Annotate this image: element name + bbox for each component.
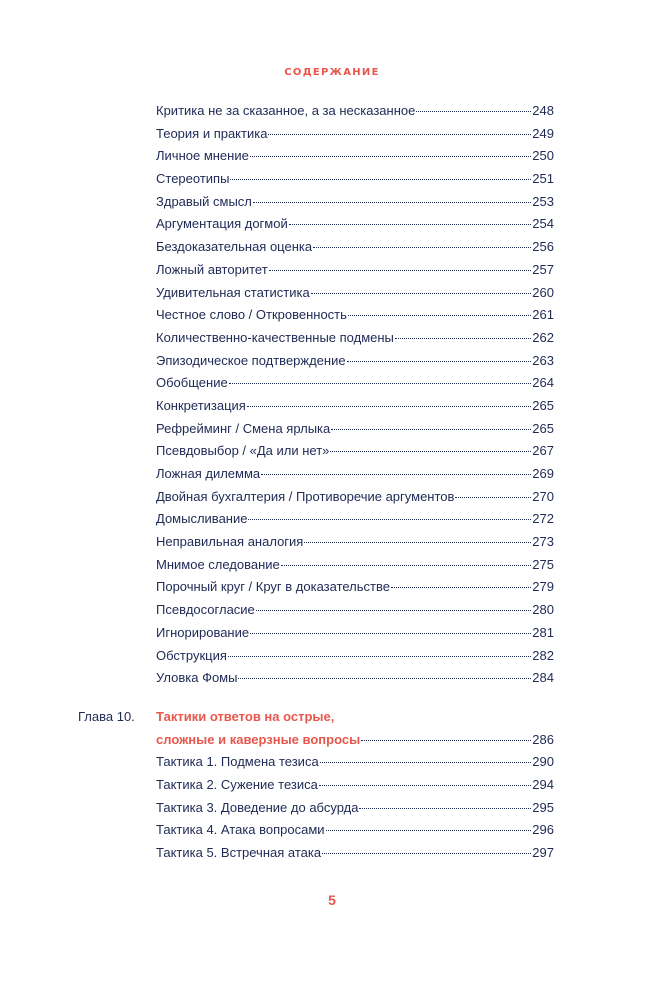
toc-entry-page: 253 <box>532 193 554 209</box>
dot-leader <box>281 565 532 566</box>
toc-entry[interactable] <box>156 599 554 622</box>
toc-entry-page: 295 <box>532 799 554 815</box>
toc-entry[interactable] <box>156 508 554 531</box>
dot-leader <box>395 338 531 339</box>
chapter-label: Глава 10. <box>78 709 135 724</box>
dot-leader <box>304 542 531 543</box>
chapter-title-line-1: Тактики ответов на острые, <box>156 709 335 724</box>
chapter-block <box>156 706 554 865</box>
dot-leader <box>313 247 531 248</box>
toc-entry-page: 263 <box>532 352 554 368</box>
toc-entry-page: 290 <box>532 754 554 770</box>
toc-entry-title: Двойная бухгалтерия / Противоречие аргументов <box>156 488 455 504</box>
toc-entry[interactable] <box>156 168 554 191</box>
dot-leader <box>253 202 531 203</box>
toc-entry-title: Тактика 5. Встречная атака <box>156 845 322 861</box>
toc-entry[interactable] <box>156 486 554 509</box>
toc-entry-title: Ложная дилемма <box>156 466 261 481</box>
toc-entry[interactable] <box>156 576 554 599</box>
toc-entry-title: Бездоказательная оценка <box>156 239 313 255</box>
chapter-page-number: 286 <box>532 731 554 747</box>
toc-entry-page: 249 <box>532 125 554 141</box>
chapter-items <box>156 751 554 864</box>
toc-entry-page: 279 <box>532 579 554 595</box>
toc-entry-title: Здравый смысл <box>156 193 252 209</box>
dot-leader <box>250 156 531 157</box>
toc-entry[interactable] <box>156 236 554 259</box>
toc-entry[interactable] <box>156 554 554 577</box>
toc-entry-page: 269 <box>532 466 554 481</box>
toc-entry-page: 282 <box>532 647 554 663</box>
toc-entry[interactable] <box>156 350 554 373</box>
toc-entry[interactable] <box>156 372 554 395</box>
toc-entry-title: Критика не за сказанное, а за несказанное <box>156 103 416 118</box>
toc-entry[interactable] <box>156 463 554 486</box>
toc-entry[interactable] <box>156 819 554 842</box>
toc-entry-title: Псевдовыбор / «Да или нет» <box>156 443 330 459</box>
dot-leader <box>238 678 531 679</box>
toc-entry-title: Тактика 4. Атака вопросами <box>156 822 325 838</box>
toc-entry[interactable] <box>156 304 554 327</box>
toc-entry-page: 248 <box>532 103 554 118</box>
toc-entry[interactable] <box>156 774 554 797</box>
dot-leader <box>248 519 531 520</box>
dot-leader <box>289 224 532 225</box>
toc-entry-title: Тактика 2. Сужение тезиса <box>156 777 318 793</box>
dot-leader <box>359 808 531 809</box>
toc-entry-title: Домысливание <box>156 511 248 527</box>
toc-entry-title: Обструкция <box>156 647 227 663</box>
dot-leader <box>330 451 531 452</box>
toc-entry[interactable] <box>156 645 554 668</box>
dot-leader <box>348 315 531 316</box>
toc-entry-page: 254 <box>532 216 554 232</box>
toc-entry[interactable] <box>156 327 554 350</box>
toc-entry-title: Тактика 1. Подмена тезиса <box>156 754 319 770</box>
toc-entry-page: 250 <box>532 148 554 164</box>
toc-entry-title: Игнорирование <box>156 624 250 640</box>
dot-leader <box>322 853 531 854</box>
toc-entry-page: 275 <box>532 556 554 572</box>
dot-leader <box>416 111 531 112</box>
toc-entries <box>156 100 554 690</box>
toc-entry[interactable] <box>156 667 554 690</box>
dot-leader <box>391 587 531 588</box>
toc-entry[interactable] <box>156 100 554 123</box>
dot-leader <box>331 429 531 430</box>
toc-entry-page: 264 <box>532 375 554 391</box>
toc-entry-page: 280 <box>532 602 554 618</box>
toc-entry[interactable] <box>156 123 554 146</box>
toc-entry-page: 262 <box>532 329 554 345</box>
toc-entry-page: 257 <box>532 261 554 277</box>
toc-entry-title: Рефрейминг / Смена ярлыка <box>156 420 331 436</box>
toc-entry[interactable] <box>156 259 554 282</box>
dot-leader <box>230 179 531 180</box>
toc-entry-title: Мнимое следование <box>156 556 280 572</box>
dot-leader <box>229 383 532 384</box>
toc-entry-page: 256 <box>532 239 554 255</box>
toc-entry-title: Обобщение <box>156 375 228 391</box>
toc-entry[interactable] <box>156 531 554 554</box>
toc-entry-page: 261 <box>532 307 554 323</box>
toc-entry-title: Уловка Фомы <box>156 670 238 686</box>
toc-entry[interactable] <box>156 213 554 236</box>
dot-leader <box>347 361 532 362</box>
toc-entry-title: Псевдосогласие <box>156 602 255 618</box>
dot-leader <box>261 474 531 475</box>
toc-entry-title: Тактика 3. Доведение до абсурда <box>156 799 359 815</box>
dot-leader <box>269 270 532 271</box>
chapter-title-line-2: сложные и каверзные вопросы <box>156 731 361 747</box>
dot-leader <box>361 740 531 741</box>
toc-entry-title: Личное мнение <box>156 148 249 164</box>
toc-entry-title: Удивительная статистика <box>156 284 310 300</box>
toc-entry-title: Аргументация догмой <box>156 216 288 232</box>
dot-leader <box>268 134 531 135</box>
toc-entry-page: 265 <box>532 397 554 413</box>
dot-leader <box>455 497 531 498</box>
toc-entry[interactable] <box>156 797 554 820</box>
toc-entry-title: Неправильная аналогия <box>156 534 304 550</box>
toc-entry-title: Ложный авторитет <box>156 261 268 277</box>
toc-entry-title: Количественно-качественные подмены <box>156 329 394 345</box>
toc-entry[interactable] <box>156 842 554 865</box>
chapter-title-row[interactable] <box>156 729 554 752</box>
toc-entry-page: 272 <box>532 511 554 527</box>
dot-leader <box>228 656 531 657</box>
toc-entry-page: 260 <box>532 284 554 300</box>
toc-entry[interactable] <box>156 440 554 463</box>
toc-entry-page: 273 <box>532 534 554 550</box>
toc-entry-title: Эпизодическое подтверждение <box>156 352 346 368</box>
section-header: СОДЕРЖАНИЕ <box>284 67 380 78</box>
dot-leader <box>250 633 531 634</box>
toc-entry-page: 297 <box>532 845 554 861</box>
dot-leader <box>326 830 532 831</box>
dot-leader <box>311 293 532 294</box>
toc-entry-page: 284 <box>532 670 554 686</box>
toc-entry[interactable] <box>156 145 554 168</box>
dot-leader <box>256 610 532 611</box>
toc-entry[interactable] <box>156 395 554 418</box>
toc-entry[interactable] <box>156 191 554 214</box>
toc-entry-page: 267 <box>532 443 554 459</box>
toc-entry-title: Теория и практика <box>156 125 268 141</box>
dot-leader <box>320 762 532 763</box>
toc-entry[interactable] <box>156 418 554 441</box>
toc-entry[interactable] <box>156 622 554 645</box>
dot-leader <box>319 785 531 786</box>
toc-entry-page: 296 <box>532 822 554 838</box>
dot-leader <box>247 406 531 407</box>
toc-entry-title: Честное слово / Откровенность <box>156 307 347 323</box>
toc-entry-title: Порочный круг / Круг в доказательстве <box>156 579 390 595</box>
toc-entry-page: 265 <box>532 420 554 436</box>
toc-entry-title: Стереотипы <box>156 171 230 187</box>
toc-entry[interactable] <box>156 282 554 305</box>
toc-entry-title: Конкретизация <box>156 397 246 413</box>
page-number: 5 <box>328 892 336 908</box>
toc-entry-page: 251 <box>532 171 554 187</box>
toc-entry-page: 294 <box>532 777 554 793</box>
toc-entry-page: 270 <box>532 488 554 504</box>
toc-entry-page: 281 <box>532 624 554 640</box>
toc-entry[interactable] <box>156 751 554 774</box>
